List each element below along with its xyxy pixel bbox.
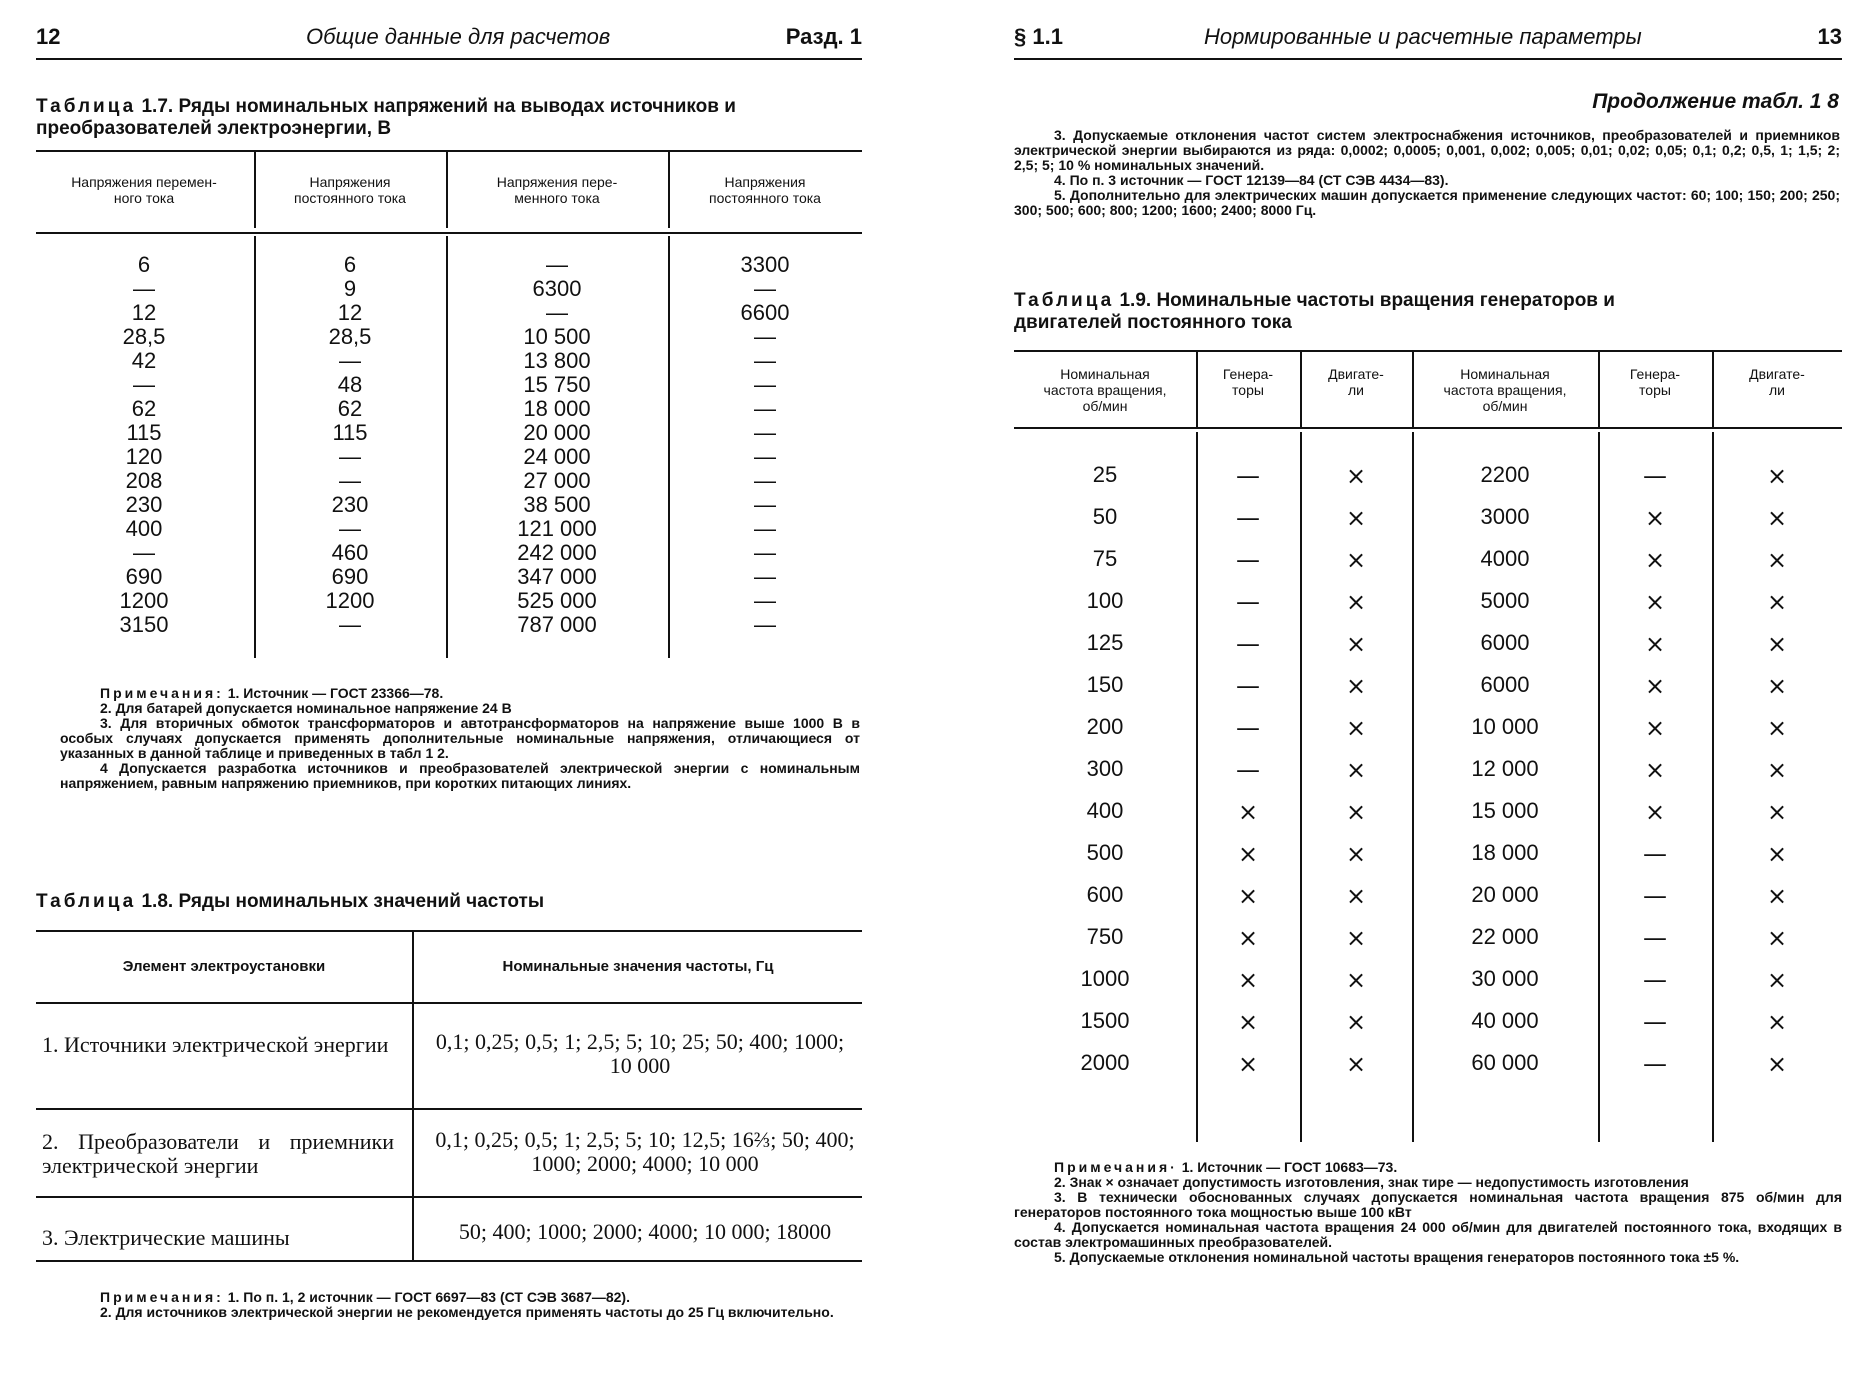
table-cell: 115 [332,420,368,445]
note: 1. По п. 1, 2 источник — ГОСТ 6697—83 (СТ СЭВ 3687—82). [227,1289,630,1305]
permitted-mark-icon: × [1766,714,1788,742]
note: 2. Для источников электрической энергии не рекомендуется применять частоты до 25 Гц включительно. [100,1304,834,1320]
not-permitted-dash: — [1236,504,1260,532]
table-cell: 6000 [1480,630,1530,655]
table-cell: 40 000 [1471,1008,1539,1033]
note: 5. Дополнительно для электрических машин допускается применение следующих частот: 60; 100; 150; 200; 250; 300; 500; 600; 800; 1200; 1600; 2400; 8000 Гц. [1014,187,1840,218]
permitted-mark-icon: × [1345,882,1367,910]
note: 1. Источник — ГОСТ 10683—73. [1181,1159,1398,1175]
table-cell: 6 [343,252,357,277]
not-permitted-dash: — [1236,756,1260,784]
table-cell: — [754,420,776,445]
permitted-mark-icon: × [1237,1050,1259,1078]
permitted-mark-icon: × [1345,756,1367,784]
right-page [1000,0,1861,1384]
table-cell: 10 000 [1471,714,1539,739]
permitted-mark-icon: × [1345,630,1367,658]
table-cell: 28,5 [122,324,166,349]
table-cell: — [754,396,776,421]
header-dc-voltage: Напряжения постоянного тока [294,174,406,206]
table-cell: — [754,372,776,397]
notes-title: Примечания: [100,1289,224,1305]
table-cell: 12 [131,300,157,325]
table-cell: — [754,348,776,373]
note: 5. Допускаемые отклонения номинальной частоты вращения генераторов постоянного тока ±5 %. [1054,1249,1740,1265]
column-header: Двигате- ли [1328,366,1384,398]
table-row-element: 2. Преобразователи и приемники электрической энергии [42,1129,394,1178]
notes-title: Примечания· [1054,1159,1178,1175]
table-cell: — [754,588,776,613]
not-permitted-dash: — [1643,1050,1667,1078]
header-frequency-values: Номинальные значения частоты, Гц [502,958,774,975]
permitted-mark-icon: × [1237,840,1259,868]
permitted-mark-icon: × [1766,588,1788,616]
column-header: Номинальная частота вращения, об/мин [1443,366,1567,414]
table-cell: — [754,444,776,469]
table-row-values: 0,1; 0,25; 0,5; 1; 2,5; 5; 10; 25; 50; 400; 1000; 10 000 [435,1029,845,1078]
note: 1. Источник — ГОСТ 23366—78. [227,685,444,701]
permitted-mark-icon: × [1766,672,1788,700]
table-cell: 1200 [325,588,375,613]
table-cell: 347 000 [517,564,597,589]
permitted-mark-icon: × [1766,630,1788,658]
permitted-mark-icon: × [1345,924,1367,952]
table-cell: 42 [131,348,157,373]
table-cell: 22 000 [1471,924,1539,949]
caption-label: Таблица [1014,290,1115,311]
permitted-mark-icon: × [1345,840,1367,868]
permitted-mark-icon: × [1644,630,1666,658]
table-cell: 1000 [1080,966,1130,991]
caption-text: 1.9. Номинальные частоты вращения генераторов и двигателей постоянного тока [1014,290,1615,333]
table-cell: 120 [125,444,163,469]
table-row-element: 3. Электрические машины [42,1225,290,1250]
table-cell: — [754,324,776,349]
not-permitted-dash: — [1643,462,1667,490]
table-cell: — [339,444,361,469]
table-cell: 242 000 [517,540,597,565]
permitted-mark-icon: × [1345,1008,1367,1036]
table-cell: 18 000 [1471,840,1539,865]
permitted-mark-icon: × [1644,714,1666,742]
table-cell: 1200 [119,588,169,613]
permitted-mark-icon: × [1237,882,1259,910]
permitted-mark-icon: × [1766,462,1788,490]
column-header: Номинальная частота вращения, об/мин [1043,366,1167,414]
permitted-mark-icon: × [1766,840,1788,868]
permitted-mark-icon: × [1766,1008,1788,1036]
column-header: Генера- торы [1629,366,1681,398]
table-cell: 10 500 [523,324,591,349]
table-cell: 2000 [1080,1050,1130,1075]
header-element: Элемент электроустановки [122,958,326,975]
table-cell: 3000 [1480,504,1530,529]
table-rule [1014,350,1842,352]
column-header: Генера- торы [1222,366,1274,398]
table-cell: — [754,540,776,565]
table-cell: — [754,468,776,493]
permitted-mark-icon: × [1644,588,1666,616]
table-cell: 24 000 [523,444,591,469]
note: 3. Допускаемые отклонения частот систем электроснабжения источников, преобразователей и приемников электрической энергии выбираются из ряда: 0,0002; 0,0005; 0,001, 0,002; 0,005; 0,01; 0,02; 0,05; 0,1; 0,2; 0,5, 1; 1,5; 2; 2,5; 5; 10 % номинальных значений. [1014,127,1840,173]
table-cell: 3150 [119,612,169,637]
table-cell: 115 [126,420,162,445]
permitted-mark-icon: × [1345,504,1367,532]
table-cell: 12 [337,300,363,325]
table-cell: 75 [1092,546,1118,571]
caption-label: Таблица [36,891,137,912]
permitted-mark-icon: × [1237,966,1259,994]
table-cell: — [754,564,776,589]
table-cell: 5000 [1480,588,1530,613]
caption-label: Таблица [36,96,137,117]
table-cell: 600 [1086,882,1124,907]
table-cell: 400 [1086,798,1124,823]
continuation-label: Продолжение табл. 1 8 [1592,90,1839,113]
table-cell: 400 [125,516,163,541]
table-cell: 750 [1086,924,1124,949]
caption-text: 1.8. Ряды номинальных значений частоты [141,891,545,912]
table-cell: — [339,516,361,541]
table-cell: 38 500 [523,492,591,517]
table-cell: 460 [331,540,369,565]
table-cell: 230 [125,492,163,517]
table-rule [1014,427,1842,429]
notes-title: Примечания: [100,685,224,701]
permitted-mark-icon: × [1766,756,1788,784]
table-row-values: 50; 400; 1000; 2000; 4000; 10 000; 18000 [458,1219,832,1244]
table-rule [36,1002,862,1004]
table-cell: 787 000 [517,612,597,637]
table-cell: 48 [337,372,363,397]
permitted-mark-icon: × [1345,588,1367,616]
left-page [0,0,880,1384]
table-cell: 230 [331,492,369,517]
table-cell: — [133,372,155,397]
table-cell: 208 [125,468,163,493]
not-permitted-dash: — [1236,672,1260,700]
header-ac-voltage: Напряжения перемен- ного тока [71,174,217,206]
note: 2. Знак × означает допустимость изготовления, знак тире — недопустимость изготовления [1054,1174,1689,1190]
table-cell: — [754,492,776,517]
table-cell: 20 000 [1471,882,1539,907]
permitted-mark-icon: × [1345,714,1367,742]
note: 3. Для вторичных обмоток трансформаторов и автотрансформаторов на напряжение выше 1000 В в особых случаях допускается применять дополнительные номинальные напряжения, отличающиеся от указанных в данной таблице и приведенных в табл 1 2. [60,715,860,761]
table-cell: — [133,276,155,301]
table-1-7-caption [36,96,862,140]
table-row-values: 0,1; 0,25; 0,5; 1; 2,5; 5; 10; 12,5; 16⅔; 50; 400; 1000; 2000; 4000; 10 000 [435,1127,855,1176]
column-header: Двигате- ли [1749,366,1805,398]
table-rule [36,232,862,234]
table-cell: 6 [137,252,151,277]
table-cell: 690 [331,564,369,589]
table-cell: 30 000 [1471,966,1539,991]
permitted-mark-icon: × [1766,882,1788,910]
not-permitted-dash: — [1236,714,1260,742]
note: 4 Допускается разработка источников и преобразователей электрической энергии с номинальным напряжением, равным напряжению приемников, при коротких питающих линиях. [60,760,860,791]
not-permitted-dash: — [1236,462,1260,490]
table-1-8-notes [60,1290,860,1320]
table-rule [36,1260,862,1262]
table-rule [36,1196,862,1198]
permitted-mark-icon: × [1345,798,1367,826]
table-cell: — [339,612,361,637]
table-cell: 6300 [532,276,582,301]
table-1-8-caption [36,891,862,913]
table-cell: 9 [343,276,357,301]
permitted-mark-icon: × [1345,672,1367,700]
caption-text: 1.7. Ряды номинальных напряжений на выводах источников и преобразователей электроэнергии, В [36,96,736,139]
table-cell: — [754,612,776,637]
permitted-mark-icon: × [1766,924,1788,952]
table-cell: — [754,276,776,301]
table-1-7-notes [60,686,860,791]
running-title: Общие данные для расчетов [306,24,611,49]
table-cell: — [339,348,361,373]
table-cell: 200 [1086,714,1124,739]
permitted-mark-icon: × [1644,756,1666,784]
permitted-mark-icon: × [1766,504,1788,532]
permitted-mark-icon: × [1644,546,1666,574]
permitted-mark-icon: × [1644,504,1666,532]
not-permitted-dash: — [1643,882,1667,910]
permitted-mark-icon: × [1766,798,1788,826]
table-cell: 300 [1086,756,1124,781]
table-cell: — [546,252,568,277]
table-cell: — [754,516,776,541]
table-rule [36,1108,862,1110]
page-number: 12 [36,24,61,49]
table-1-9-notes [1014,1160,1842,1265]
permitted-mark-icon: × [1345,462,1367,490]
table-cell: 28,5 [328,324,372,349]
permitted-mark-icon: × [1644,798,1666,826]
table-cell: 150 [1086,672,1124,697]
table-rule [36,150,862,152]
table-cell: 25 [1092,462,1118,487]
table-cell: 15 750 [523,372,591,397]
table-cell: — [133,540,155,565]
table-cell: 13 800 [523,348,591,373]
not-permitted-dash: — [1236,588,1260,616]
permitted-mark-icon: × [1345,1050,1367,1078]
table-cell: — [546,300,568,325]
not-permitted-dash: — [1643,966,1667,994]
table-cell: 500 [1086,840,1124,865]
permitted-mark-icon: × [1237,798,1259,826]
table-cell: 4000 [1480,546,1530,571]
table-cell: 525 000 [517,588,597,613]
permitted-mark-icon: × [1766,966,1788,994]
not-permitted-dash: — [1236,630,1260,658]
page-number: 13 [1817,24,1842,49]
permitted-mark-icon: × [1766,1050,1788,1078]
table-cell: 20 000 [523,420,591,445]
table-1-9-caption [1014,290,1634,334]
table-cell: 50 [1092,504,1118,529]
table-cell: 1500 [1080,1008,1130,1033]
table-cell: 15 000 [1471,798,1539,823]
note: 3. В технически обоснованных случаях допускается номинальная частота вращения 875 об/мин для генераторов постоянного тока мощностью выше 100 кВт [1014,1189,1842,1220]
permitted-mark-icon: × [1766,546,1788,574]
table-rule [36,930,862,932]
permitted-mark-icon: × [1345,546,1367,574]
section-label: Разд. 1 [785,24,862,49]
table-cell: 12 000 [1471,756,1539,781]
right-running-header [1014,18,1842,60]
not-permitted-dash: — [1643,840,1667,868]
table-cell: 690 [125,564,163,589]
not-permitted-dash: — [1643,924,1667,952]
note: 4. Допускается номинальная частота вращения 24 000 об/мин для двигателей постоянного тока, входящих в состав электромашинных преобразователей. [1014,1219,1842,1250]
note: 2. Для батарей допускается номинальное напряжение 24 В [100,700,512,716]
table-cell: 60 000 [1471,1050,1539,1075]
not-permitted-dash: — [1643,1008,1667,1036]
table-cell: 18 000 [523,396,591,421]
column-divider [1412,432,1414,1142]
running-title: Нормированные и расчетные параметры [1204,24,1642,49]
header-dc-voltage: Напряжения постоянного тока [709,174,821,206]
note: 4. По п. 3 источник — ГОСТ 12139—84 (СТ СЭВ 4434—83). [1054,172,1449,188]
table-cell: 2200 [1480,462,1530,487]
table-cell: 3300 [740,252,790,277]
header-ac-voltage: Напряжения пере- менного тока [496,174,618,206]
permitted-mark-icon: × [1237,924,1259,952]
permitted-mark-icon: × [1644,672,1666,700]
column-divider [412,930,414,1260]
left-running-header [36,18,862,60]
table-row-element: 1. Источники электрической энергии [42,1032,389,1057]
table-cell: — [339,468,361,493]
continuation-notes [1014,128,1840,218]
not-permitted-dash: — [1236,546,1260,574]
permitted-mark-icon: × [1237,1008,1259,1036]
table-cell: 27 000 [523,468,591,493]
table-cell: 125 [1086,630,1124,655]
table-cell: 6600 [740,300,790,325]
table-cell: 62 [131,396,157,421]
table-cell: 62 [337,396,363,421]
permitted-mark-icon: × [1345,966,1367,994]
table-cell: 6000 [1480,672,1530,697]
table-cell: 100 [1086,588,1124,613]
section-label: § 1.1 [1014,24,1063,49]
table-cell: 121 000 [517,516,597,541]
